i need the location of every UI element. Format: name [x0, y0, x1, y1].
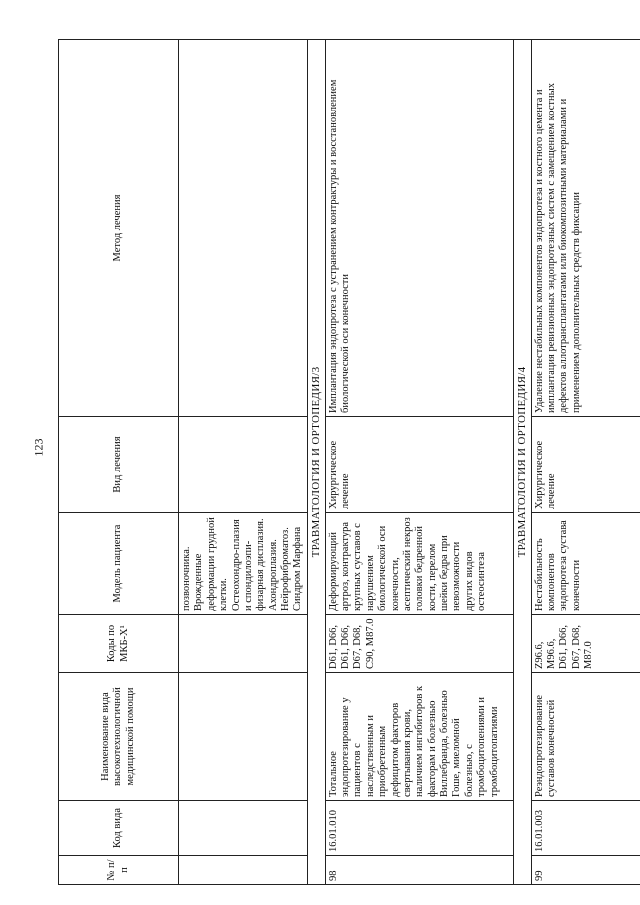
cell-icd — [179, 615, 308, 673]
cell-treatment-type: Хирургическое лечение — [325, 417, 513, 513]
cell-icd: Z96.6, M96.6, D61, D66, D67, D68, M87.0 — [531, 615, 640, 673]
cell-code: 16.01.003 — [531, 801, 640, 856]
cell-patient-model: Деформирующий артроз, контрактура крупных суставов с нарушением биологической оси конечности, асептический некроз головки бедренной кости, перелом шейки бедра при невозможности других видов остеосинтеза — [325, 513, 513, 615]
cell-patient-model: позвоночника. Врожденные деформации грудной клетки. Остеохондро-плазия и спондилоэпи-физарная дисплазия. Ахондроплазия. Нейрофиброматоз. Синдром Марфана — [179, 513, 308, 615]
section-title: ТРАВМАТОЛОГИЯ И ОРТОПЕДИЯ/3 — [307, 40, 325, 885]
cell-method — [179, 40, 308, 417]
col-header-num: № п/п — [59, 856, 179, 885]
medical-care-table — [58, 39, 640, 885]
cell-name: Тотальное эндопротезирование у пациентов с наследственным и приобретенным дефицитом факторов свертывания крови, наличием ингибиторов к факторам и болезнью Виллебранда, болезнью Гоше, миеломной болезнью, с тромбоцитопениями и тромбоцитопатиями — [325, 673, 513, 801]
table-row — [325, 40, 513, 885]
col-header-code: Код вида — [59, 801, 179, 856]
cell-name — [179, 673, 308, 801]
col-header-icd: Коды по МКБ-X¹ — [59, 615, 179, 673]
continuation-row — [179, 40, 308, 885]
col-header-name: Наименование вида высокотехнологичной медицинской помощи — [59, 673, 179, 801]
cell-code: 16.01.010 — [325, 801, 513, 856]
cell-patient-model: Нестабильность компонентов эндопротеза сустава конечности — [531, 513, 640, 615]
col-header-treatment-type: Вид лечения — [59, 417, 179, 513]
cell-method: Имплантация эндопротеза с устранением контрактуры и восстановлением биологической оси конечности — [325, 40, 513, 417]
rotated-table-wrapper — [58, 40, 614, 885]
cell-method: Удаление нестабильных компонентов эндопротеза и костного цемента и имплантация ревизионных эндопротезных систем с замещением костных дефектов аллотрансплантатами или биокомпозитными материалами и применением дополнительных средств фиксации — [531, 40, 640, 417]
header-row — [59, 40, 179, 885]
section-header-row — [513, 40, 531, 885]
cell-treatment-type: Хирургическое лечение — [531, 417, 640, 513]
cell-num: 98 — [325, 856, 513, 885]
page-number: 123 — [31, 438, 46, 457]
cell-num — [179, 856, 308, 885]
table-row — [531, 40, 640, 885]
cell-num: 99 — [531, 856, 640, 885]
cell-icd: D61, D66, D61, D66, D67, D68, C90, M87.0 — [325, 615, 513, 673]
cell-name: Реэндопротезирование суставов конечностей — [531, 673, 640, 801]
section-header-row — [307, 40, 325, 885]
cell-treatment-type — [179, 417, 308, 513]
col-header-method: Метод лечения — [59, 40, 179, 417]
cell-code — [179, 801, 308, 856]
col-header-patient-model: Модель пациента — [59, 513, 179, 615]
section-title: ТРАВМАТОЛОГИЯ И ОРТОПЕДИЯ/4 — [513, 40, 531, 885]
